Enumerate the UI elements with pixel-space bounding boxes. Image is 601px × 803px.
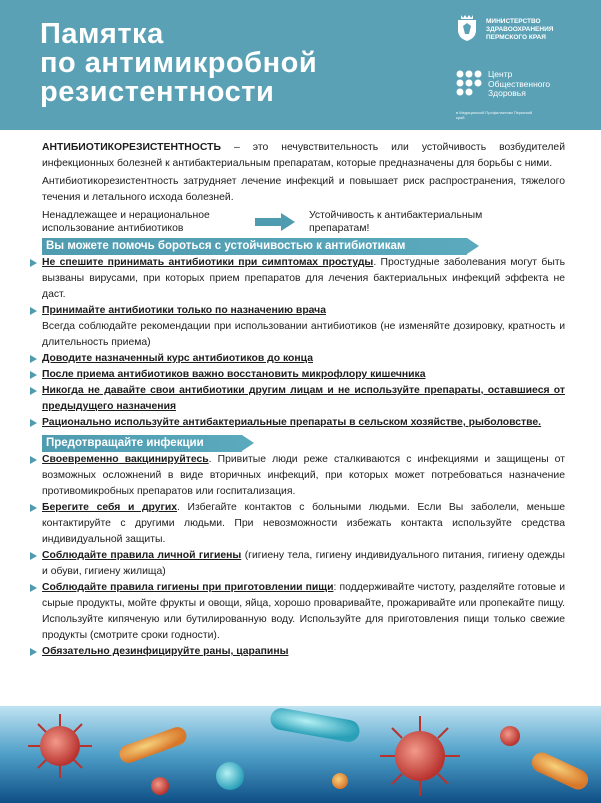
bullet-icon	[30, 552, 37, 560]
header-banner	[0, 0, 601, 130]
intro-paragraph: Антибиотикорезистентность затрудняет лечение инфекций и повышает риск распространения, тяжелого течения и летального исхода болезней.	[42, 176, 565, 203]
list-item: Всегда соблюдайте рекомендации при использовании антибиотиков (не изменяйте дозировку, кратность и длительность приема)	[42, 321, 565, 348]
cpd-logo-icon	[456, 70, 482, 96]
effect-text: Устойчивость к антибактериальным препаратам!	[309, 210, 483, 234]
bullet-icon	[30, 504, 37, 512]
list-item: Соблюдайте правила личной гигиены (гигиену тела, гигиену индивидуального питания, гигиену одежды и обуви, гигиену жилища)	[42, 548, 565, 580]
list-item: Своевременно вакцинируйтесь. Привитые люди реже сталкиваются с инфекциями и защищены от возможных осложнений в виде вторичных инфекций, при которых может потребоваться назначение противомикробных препаратов или госпитализация.	[42, 452, 565, 500]
definition-term: АНТИБИОТИКОРЕЗИСТЕНТНОСТЬ	[42, 142, 221, 153]
list-item: Соблюдайте правила гигиены при приготовлении пищи: поддерживайте чистоту, разделяйте готовые и сырые продукты, мойте фрукты и овощи, яйца, хорошо проваривайте, прожаривайте или пропекайте пищу. Используйте кипяченую или бутилированную воду. Используйте для приготовления пищи только свежие продукты (смотрите сроки годности).	[42, 580, 565, 644]
list-item: Рационально используйте антибактериальные препараты в сельском хозяйстве, рыболовстве.	[42, 415, 565, 431]
list-item: Принимайте антибиотики только по назначению врача	[42, 303, 565, 319]
list-item: После приема антибиотиков важно восстановить микрофлору кишечника	[42, 367, 565, 383]
content	[42, 140, 565, 660]
arrow-right-icon	[255, 213, 295, 231]
bullet-icon	[30, 259, 37, 267]
definition-text: – это нечувствительность или устойчивость возбудителей инфекционных болезней к антибактериальным препаратам, которые предназначены для борьбы с ними.	[42, 142, 565, 169]
cpd-subtitle: в Медицинской Профилактики Пермский край	[456, 110, 533, 120]
microbes-illustration	[0, 706, 601, 803]
cpd-name: Центр Общественного Здоровья	[488, 69, 551, 98]
title-line: резистентности	[40, 76, 275, 108]
bullet-icon	[30, 456, 37, 464]
title-line: Памятка	[40, 18, 164, 50]
list-item: Не спешите принимать антибиотики при симптомах простуды. Простудные заболевания могут быть вызваны вирусами, при которых прием препаратов для лечения бактериальных инфекций эффекта не даст.	[42, 255, 565, 303]
crest-icon	[456, 14, 478, 42]
list-item: Берегите себя и других. Избегайте контактов с больными людьми. Если Вы заболели, меньше контактируйте с другими людьми. При невозможности избежать контакта используйте средства индивидуальной защиты.	[42, 500, 565, 548]
list-item: Никогда не давайте свои антибиотики другим лицам и не используйте препараты, оставшиеся от предыдущего назначения	[42, 383, 565, 415]
title-line: по антимикробной	[40, 47, 318, 79]
bullet-icon	[30, 371, 37, 379]
bullet-icon	[30, 648, 37, 656]
list-item: Обязательно дезинфицируйте раны, царапины	[42, 644, 565, 660]
definition	[42, 140, 565, 172]
cause-effect	[42, 208, 565, 236]
list-item: Доводите назначенный курс антибиотиков до конца	[42, 351, 565, 367]
page-title	[40, 20, 317, 107]
cause-text: Ненадлежащее и нерациональное использование антибиотиков	[42, 210, 210, 234]
bullet-icon	[30, 355, 37, 363]
ministry-name: МИНИСТЕРСТВО ЗДРАВООХРАНЕНИЯ ПЕРМСКОГО КРАЯ	[486, 18, 554, 41]
section-heading: Вы можете помочь бороться с устойчивостью к антибиотикам	[42, 238, 467, 255]
section-heading: Предотвращайте инфекции	[42, 435, 242, 452]
bullet-icon	[30, 307, 37, 315]
bullet-icon	[30, 584, 37, 592]
bullet-icon	[30, 419, 37, 427]
bullet-icon	[30, 387, 37, 395]
